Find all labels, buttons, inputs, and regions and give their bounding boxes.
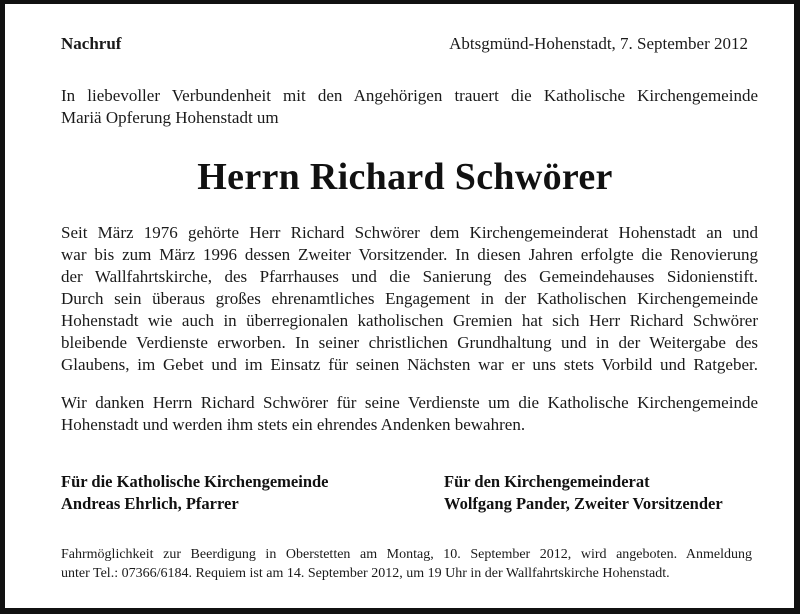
body-line: war bis zum März 1996 dessen Zweiter Vorsitzender. In diesen Jahren erfolgte die Renovierung <box>61 245 758 264</box>
body-line: Wir danken Herrn Richard Schwörer für seine Verdienste um die Katholische Kirchengemeinde <box>61 393 758 412</box>
intro-line: In liebevoller Verbundenheit mit den Angehörigen trauert die Katholische Kirchengemeinde <box>61 86 758 105</box>
body-line: Durch sein überaus großes ehrenamtliches Engagement in der Katholischen Kirchengemeinde <box>61 289 758 308</box>
body-line: der Wallfahrtskirche, des Pfarrhauses und die Sanierung des Gemeindehauses Sidonienstift. <box>61 267 758 286</box>
footer-line: Fahrmöglichkeit zur Beerdigung in Oberstetten am Montag, 10. September 2012, wird angeboten. Anmeldung <box>61 547 752 562</box>
body-line: Glaubens, im Gebet und im Einsatz für seinen Nächsten war er uns stets Vorbild und Ratgeber. <box>61 355 758 374</box>
body-line: Hohenstadt wie auch in überregionalen katholischen Gremien hat sich Herr Richard Schwörer <box>61 311 758 330</box>
notice-label: Nachruf <box>61 34 122 53</box>
signature-organization: Für den Kirchengemeinderat <box>444 472 650 491</box>
signature-name-role: Wolfgang Pander, Zweiter Vorsitzender <box>444 494 723 513</box>
deceased-name-title: Herrn Richard Schwörer <box>197 156 613 198</box>
notice-header <box>61 34 748 54</box>
signature-organization: Für die Katholische Kirchengemeinde <box>61 472 329 491</box>
place-date: Abtsgmünd-Hohenstadt, 7. September 2012 <box>449 34 748 53</box>
signature-name-role: Andreas Ehrlich, Pfarrer <box>61 494 239 513</box>
signature-right <box>444 471 723 515</box>
footer-line: unter Tel.: 07366/6184. Requiem ist am 14. September 2012, um 19 Uhr in der Wallfahrtskirche Hohenstadt. <box>61 566 670 581</box>
body-line: Hohenstadt und werden ihm stets ein ehrendes Andenken bewahren. <box>61 415 526 434</box>
intro-line: Mariä Opferung Hohenstadt um <box>61 108 279 127</box>
body-line: bleibende Verdienste erworben. In seiner christlichen Grundhaltung und in der Weitergabe des <box>61 333 758 352</box>
signature-left <box>61 471 329 515</box>
body-line: Seit März 1976 gehörte Herr Richard Schwörer dem Kirchengemeinderat Hohenstadt an und <box>61 223 758 242</box>
